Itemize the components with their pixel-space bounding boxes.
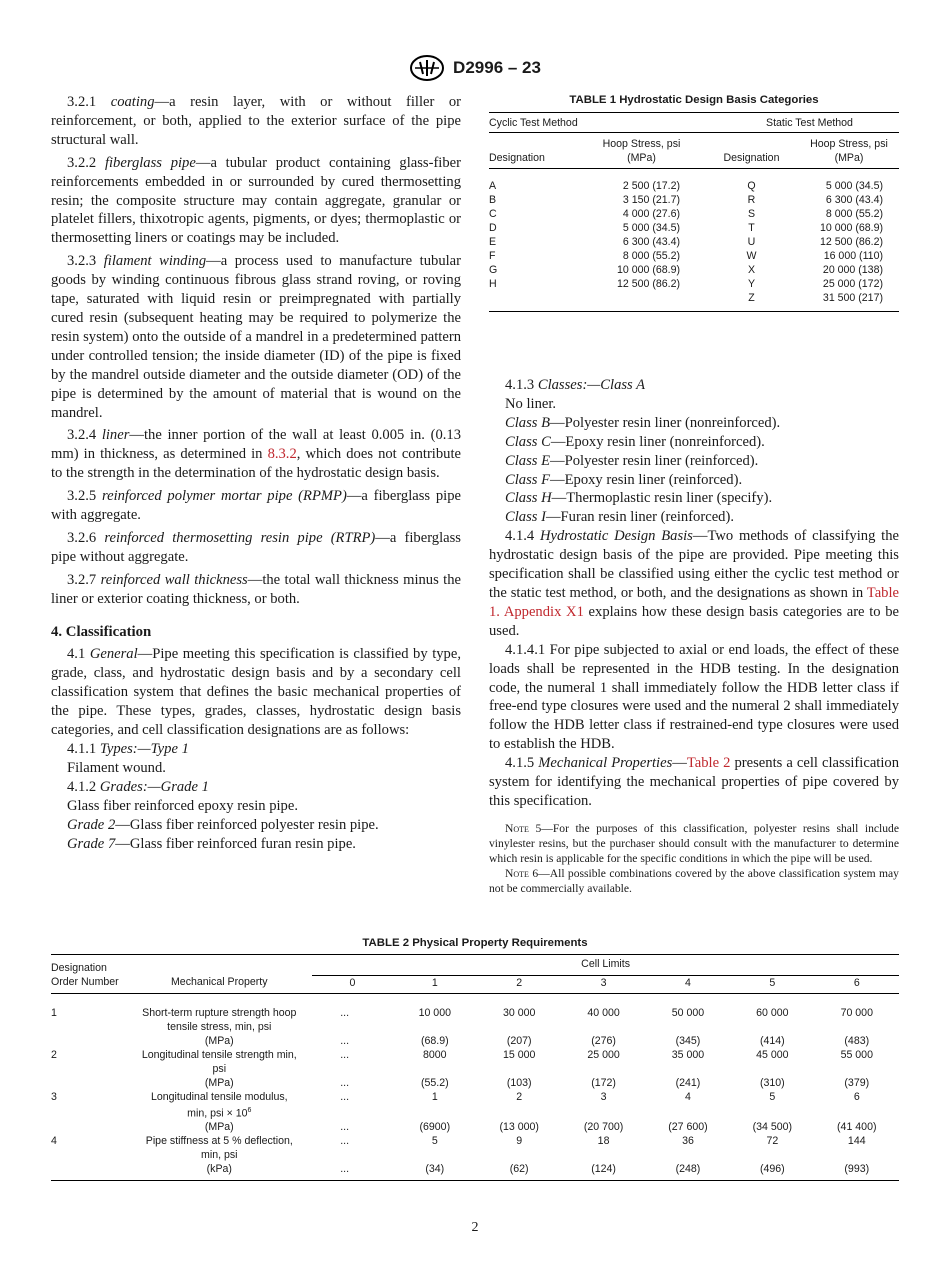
table-1 — [489, 94, 899, 312]
para-4-1-5: 4.1.5 Mechanical Properties—Table 2 presents a cell classification system for identifying the mechanical properties of pipe covered by this specification. — [489, 755, 899, 809]
table-1-grid — [489, 112, 899, 312]
t1-col-hoop-static: Hoop Stress, psi (MPa) — [799, 133, 899, 169]
para-4-1-3: 4.1.3 Classes:—Class A — [505, 377, 646, 393]
right-column — [489, 376, 899, 896]
para-3-2-3: 3.2.3 filament winding—a process used to manufacture tubular goods by winding continuous fibrous glass strand roving, or roving tape, saturated with liquid resin or preimpregnated with partially cured resin (subsequent heating may be required to polymerize the resin system) onto the outside of a mandrel in a predetermined pattern under controlled tension; the inside diameter (ID) of the pipe is fixed by the mandrel outside diameter and the outside diameter (OD) of the pipe is determined by the amount of material that is wound on the mandrel. — [51, 253, 462, 421]
para-3-2-6: 3.2.6 reinforced thermosetting resin pipe (RTRP)—a fiberglass pipe without aggregate. — [51, 529, 461, 565]
page-header — [0, 54, 950, 82]
table-2-grid — [51, 954, 899, 1181]
table-row: 4 Pipe stiffness at 5 % deflection, ... 5 9 18 36 72 144 — [51, 1135, 866, 1148]
table-row: (MPa) ... (6900) (13 000) (20 700) (27 600) (34 500) (41 400) — [204, 1121, 877, 1134]
table-row: B 3 150 (21.7) R 6 300 (43.4) — [489, 194, 883, 206]
link-appendix-x1[interactable]: Appendix X1 — [503, 603, 584, 620]
table-row: min, psi × $10^6$ — [187, 1106, 252, 1120]
table-row: A 2 500 (17.2) Q 5 000 (34.5) — [489, 180, 883, 192]
section-4-heading: 4. Classification — [51, 623, 152, 640]
left-column — [51, 93, 461, 853]
para-3-2-1: 3.2.1 coating—a resin layer, with or without filler or reinforcement, or both, applied to the exterior surface of the pipe structural wall. — [51, 94, 462, 148]
t2-cell-header: 6 — [815, 975, 899, 993]
class-item: Class C—Epoxy resin liner (nonreinforced). — [505, 433, 765, 450]
table-2-caption: TABLE 2 Physical Property Requirements — [362, 937, 588, 949]
table-row: tensile stress, min, psi — [167, 1020, 272, 1033]
class-list — [489, 414, 899, 527]
table-row: (kPa) ... (34) (62) (124) (248) (496) (993) — [206, 1163, 870, 1176]
t1-col-hoop: Hoop Stress, psi (MPa) — [579, 133, 704, 169]
table-row: (MPa) ... (68.9) (207) (276) (345) (414) (483) — [204, 1034, 870, 1047]
table-row: 2 Longitudinal tensile strength min, ... 8000 15 000 25 000 35 000 45 000 55 000 — [51, 1048, 873, 1061]
types-line: Filament wound. — [67, 759, 166, 776]
table-row: Z 31 500 (217) — [748, 292, 883, 304]
t1-static-header: Static Test Method — [704, 113, 899, 133]
class-item: Class E—Polyester resin liner (reinforced). — [505, 452, 759, 469]
class-item: Class I—Furan resin liner (reinforced). — [505, 509, 734, 526]
class-a-line: No liner. — [505, 395, 557, 412]
t1-cyclic-header: Cyclic Test Method — [489, 113, 704, 133]
table-row: H 12 500 (86.2) Y 25 000 (172) — [489, 278, 883, 290]
t1-col-designation: Designation — [489, 133, 579, 169]
table-row: 1 Short-term rupture strength hoop ... 10 000 30 000 40 000 50 000 60 000 70 000 — [51, 1006, 873, 1019]
para-4-1-2: 4.1.2 Grades:—Grade 1 — [67, 778, 209, 795]
table-row: psi — [212, 1062, 227, 1075]
t2-h-cell-limits: Cell Limits — [312, 955, 899, 976]
t2-cell-header: 1 — [393, 975, 477, 993]
grade-7-line: Grade 7—Glass fiber reinforced furan resin pipe. — [67, 835, 356, 852]
para-4-1-1: 4.1.1 Types:—Type 1 — [67, 741, 189, 757]
page-number: 2 — [471, 1220, 479, 1235]
table-row: min, psi — [201, 1149, 238, 1162]
link-table-1[interactable]: Table 1 — [489, 584, 899, 620]
para-4-1-4-1: 4.1.4.1 For pipe subjected to axial or end loads, the effect of these loads shall be represented in the HDB testing. In the designation code, the numeral 1 shall immediately follow the HDB letter class if free-end type closures were used and the numeral 2 shall immediately follow the HDB letter class if restrained-end type closures were used to establish the HDB. — [489, 641, 899, 753]
class-item: Class B—Polyester resin liner (nonreinforced). — [505, 414, 781, 431]
t2-cell-header: 5 — [730, 975, 814, 993]
t2-cell-header: 0 — [312, 975, 392, 993]
table-2 — [51, 937, 899, 1181]
note-5: Note 5—For the purposes of this classification, polyester resins shall include vinylester resins, but the purchaser should consult with the manufacturer to determine which resin is applicable for the specific conditions in which the pipe will be used. — [489, 821, 899, 865]
class-item: Class F—Epoxy resin liner (reinforced). — [505, 471, 743, 488]
para-3-2-7: 3.2.7 reinforced wall thickness—the total wall thickness minus the liner or exterior coating thickness, or both. — [51, 571, 462, 607]
t2-cell-header: 4 — [646, 975, 730, 993]
table-row: D 5 000 (34.5) T 10 000 (68.9) — [489, 222, 883, 234]
table-row: (MPa) ... (55.2) (103) (172) (241) (310) (379) — [204, 1076, 870, 1089]
astm-logo-icon — [409, 54, 445, 82]
para-3-2-2: 3.2.2 fiberglass pipe—a tubular product containing glass-fiber reinforcements embedded in or surrounded by cured thermosetting resin; the composite structure may contain aggregate, granular or platelet fillers, thixotropic agents, pigments, or dyes; thermoplastic or thermosetting liners or coatings may be included. — [51, 154, 461, 247]
t2-cell-header: 2 — [477, 975, 561, 993]
table-row: C 4 000 (27.6) S 8 000 (55.2) — [489, 208, 883, 220]
table-1-caption: TABLE 1 Hydrostatic Design Basis Categories — [569, 94, 819, 106]
note-6: Note 6—All possible combinations covered by the above classification system may not be commercially available. — [489, 866, 899, 895]
table-row: 3 Longitudinal tensile modulus, ... 1 2 3 4 5 6 — [51, 1090, 860, 1103]
para-3-2-4: 3.2.4 liner—the inner portion of the wall at least 0.005 in. (0.13 mm) in thickness, as determined in 8.3.2, which does not contribute to the strength in the determination of the hydrostatic design basis. — [51, 427, 461, 482]
t1-col-designation-static: Designation — [704, 133, 799, 169]
class-item: Class H—Thermoplastic resin liner (specify). — [505, 490, 773, 507]
table-row: F 8 000 (55.2) W 16 000 (110) — [489, 250, 883, 262]
link-table-2[interactable]: Table 2 — [686, 755, 731, 772]
t2-h-property: Mechanical Property — [126, 975, 312, 993]
para-4-1: 4.1 General—Pipe meeting this specification is classified by type, grade, class, and hydrostatic design basis and by a secondary cell classification system that defines the basic mechanical properties of the pipe. These types, grades, classes, hydrostatic design basis categories, and cell classification designations are as follows: — [51, 646, 461, 739]
table-row: G 10 000 (68.9) X 20 000 (138) — [489, 264, 883, 276]
t2-h-order: Order Number — [51, 975, 126, 993]
t2-cell-header: 3 — [561, 975, 645, 993]
grade-1-line: Glass fiber reinforced epoxy resin pipe. — [67, 797, 298, 814]
para-3-2-5: 3.2.5 reinforced polymer mortar pipe (RPMP)—a fiberglass pipe with aggregate. — [51, 488, 461, 524]
t2-h-designation: Designation — [51, 955, 126, 976]
document-id: D2996 – 23 — [453, 58, 541, 77]
para-4-1-4: 4.1.4 Hydrostatic Design Basis—Two methods of classifying the hydrostatic design basis of the pipe are provided. Pipe meeting this specification shall be classified using either the cyclic test method or the static test method, or both, and the designations as shown in Table 1. Appendix X1 explains how these design basis categories are to be used. — [489, 528, 899, 639]
grade-2-line: Grade 2—Glass fiber reinforced polyester resin pipe. — [67, 816, 379, 833]
table-row: E 6 300 (43.4) U 12 500 (86.2) — [489, 236, 883, 248]
link-8-3-2[interactable]: 8.3.2 — [267, 446, 297, 463]
